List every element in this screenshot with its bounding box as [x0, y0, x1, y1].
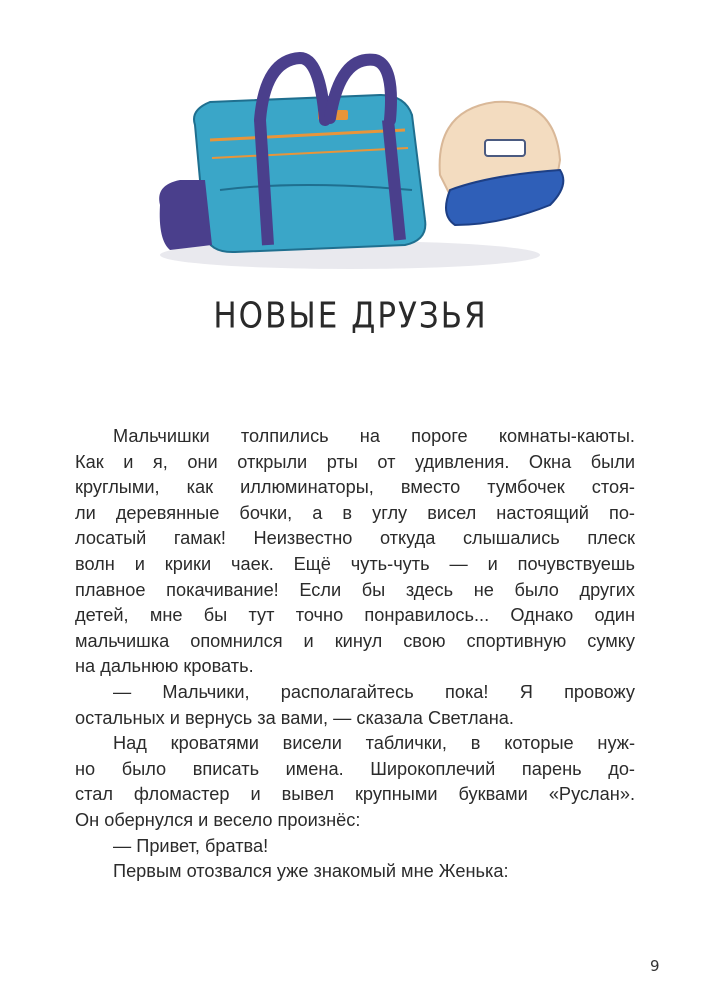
text-line: лосатый гамак! Неизвестно откуда слышались плеск — [75, 528, 635, 549]
text-line: плавное покачивание! Если бы здесь не было других — [75, 579, 635, 600]
sports-bag-icon — [159, 58, 425, 252]
text-line: стал фломастер и вывел крупными буквами «Руслан». — [75, 784, 635, 805]
chapter-title: НОВЫЕ ДРУЗЬЯ — [213, 295, 488, 337]
text-line: на дальнюю кровать. — [75, 656, 254, 677]
text-line: детей, мне бы тут точно понравилось... Однако один — [75, 605, 635, 626]
chapter-body — [75, 424, 635, 885]
text-line: мальчишка опомнился и кинул свою спортивную сумку — [75, 630, 635, 651]
text-line: Как и я, они открыли рты от удивления. Окна были — [75, 451, 635, 472]
text-line: Над кроватями висели таблички, в которые нуж- — [113, 733, 635, 754]
text-line: — Мальчики, располагайтесь пока! Я провожу — [113, 681, 635, 702]
page-number: 9 — [650, 957, 660, 975]
bag-and-cap-illustration — [150, 40, 590, 280]
text-line: — Привет, братва! — [113, 835, 269, 856]
text-line: волн и крики чаек. Ещё чуть-чуть — и почувствуешь — [75, 553, 635, 574]
text-line: ли деревянные бочки, а в углу висел настоящий по- — [75, 502, 635, 523]
text-line: Он обернулся и весело произнёс: — [75, 809, 361, 830]
text-line: круглыми, как иллюминаторы, вместо тумбочек стоя- — [75, 477, 635, 498]
text-line: Мальчишки толпились на пороге комнаты-каюты. — [113, 426, 635, 446]
text-line: остальных и вернусь за вами, — сказала Светлана. — [75, 707, 514, 728]
text-line: но было вписать имена. Широкоплечий парень до- — [75, 758, 635, 779]
baseball-cap-icon — [440, 102, 564, 225]
text-line: Первым отозвался уже знакомый мне Женька: — [113, 861, 509, 882]
